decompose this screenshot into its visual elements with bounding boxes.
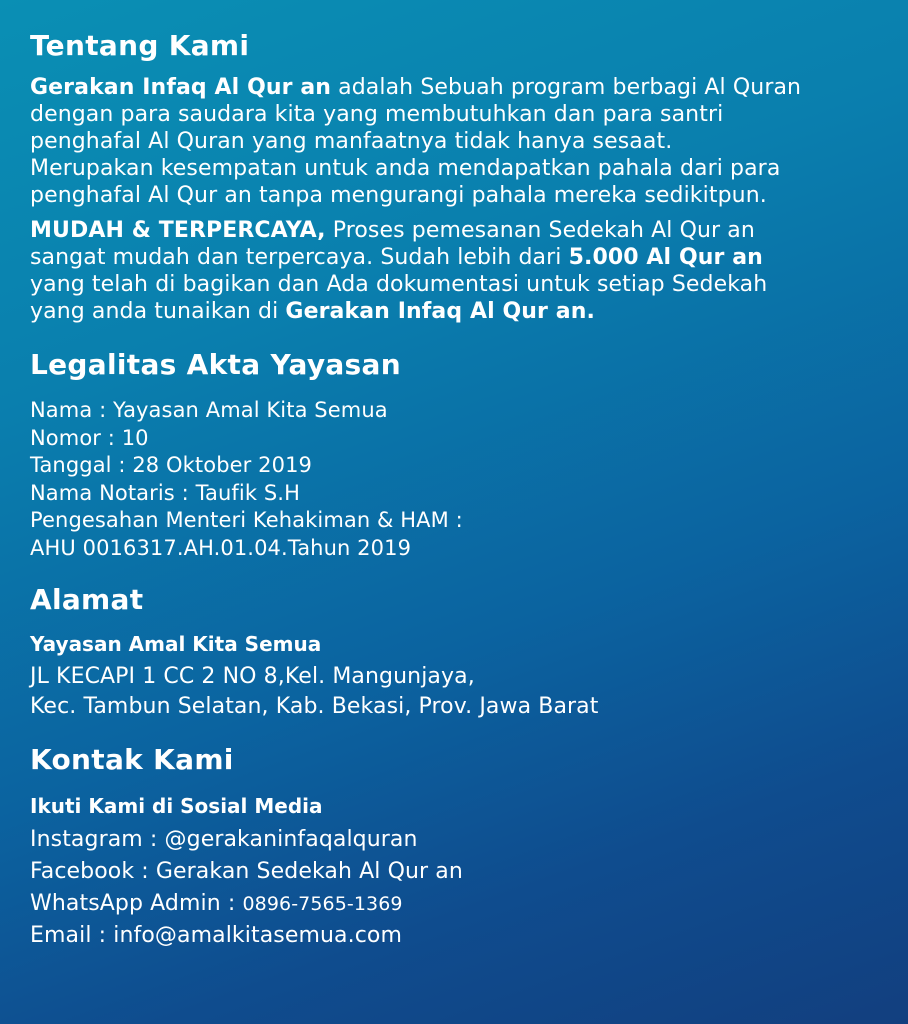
legal-details <box>30 397 890 562</box>
legal-ratification-label: Pengesahan Menteri Kehakiman & HAM : <box>30 508 463 532</box>
legal-notary: Nama Notaris : Taufik S.H <box>30 480 300 505</box>
legal-name: Nama : Yayasan Amal Kita Semua <box>30 398 388 422</box>
about-p1-line-5: penghafal Al Qur an tanpa mengurangi pahala mereka sedikitpun. <box>30 183 767 208</box>
instagram-handle[interactable]: @gerakaninfaqalquran <box>164 827 418 852</box>
about-p1-line-1 <box>30 74 890 101</box>
contact-list <box>30 824 890 952</box>
contact-email <box>30 920 890 952</box>
about-p2-line-1 <box>30 217 890 244</box>
legal-ahu-number: AHU 0016317.AH.01.04.Tahun 2019 <box>30 535 412 560</box>
about-p1-line-1-text: adalah Sebuah program berbagi Al Quran <box>331 75 802 100</box>
address-line-2: Kec. Tambun Selatan, Kab. Bekasi, Prov. Jawa Barat <box>30 694 599 719</box>
address-details <box>30 662 890 722</box>
about-p1-line-2: dengan para saudara kita yang membutuhkan dan para santri <box>30 102 724 127</box>
contact-facebook <box>30 856 890 888</box>
contact-section <box>30 742 890 952</box>
contact-subheading: Ikuti Kami di Sosial Media <box>30 794 323 818</box>
whatsapp-number[interactable]: 0896-7565-1369 <box>242 893 403 915</box>
address-heading: Alamat <box>30 583 144 616</box>
about-p2-line-4-text: yang anda tunaikan di <box>30 299 286 324</box>
legal-section <box>30 347 890 562</box>
about-p1-line-4: Merupakan kesempatan untuk anda mendapatkan pahala dari para <box>30 156 781 181</box>
email-label: Email : <box>30 923 114 948</box>
contact-instagram <box>30 824 890 856</box>
about-p2-line-2-text: sangat mudah dan terpercaya. Sudah lebih dari <box>30 245 569 270</box>
address-line-1: JL KECAPI 1 CC 2 NO 8,Kel. Mangunjaya, <box>30 664 475 689</box>
legal-heading: Legalitas Akta Yayasan <box>30 348 401 381</box>
brand-name: Gerakan Infaq Al Qur an <box>30 75 332 100</box>
about-paragraph-2 <box>30 217 890 325</box>
about-heading: Tentang Kami <box>30 29 250 62</box>
about-p2-line-1-text: Proses pemesanan Sedekah Al Qur an <box>325 218 755 243</box>
about-p2-line-4 <box>30 298 890 325</box>
contact-whatsapp <box>30 888 890 920</box>
about-p1-line-3: penghafal Al Quran yang manfaatnya tidak hanya sesaat. <box>30 129 673 154</box>
whatsapp-label: WhatsApp Admin : <box>30 891 243 916</box>
about-paragraph-1 <box>30 74 890 209</box>
contact-heading: Kontak Kami <box>30 743 234 776</box>
address-org-name: Yayasan Amal Kita Semua <box>30 632 322 656</box>
info-page <box>30 28 890 952</box>
brand-name-closing: Gerakan Infaq Al Qur an. <box>285 299 595 324</box>
instagram-label: Instagram : <box>30 827 165 852</box>
legal-date: Tanggal : 28 Oktober 2019 <box>30 453 312 477</box>
about-p2-line-2 <box>30 244 890 271</box>
facebook-label: Facebook : <box>30 859 156 884</box>
email-address[interactable]: info@amalkitasemua.com <box>113 923 403 948</box>
about-p2-line-3: yang telah di bagikan dan Ada dokumentasi untuk setiap Sedekah <box>30 272 768 297</box>
distributed-count: 5.000 Al Qur an <box>568 245 763 270</box>
legal-number: Nomor : 10 <box>30 425 149 450</box>
address-section <box>30 582 890 722</box>
facebook-page[interactable]: Gerakan Sedekah Al Qur an <box>155 859 463 884</box>
about-section <box>30 28 890 325</box>
tagline: MUDAH & TERPERCAYA, <box>30 218 326 243</box>
